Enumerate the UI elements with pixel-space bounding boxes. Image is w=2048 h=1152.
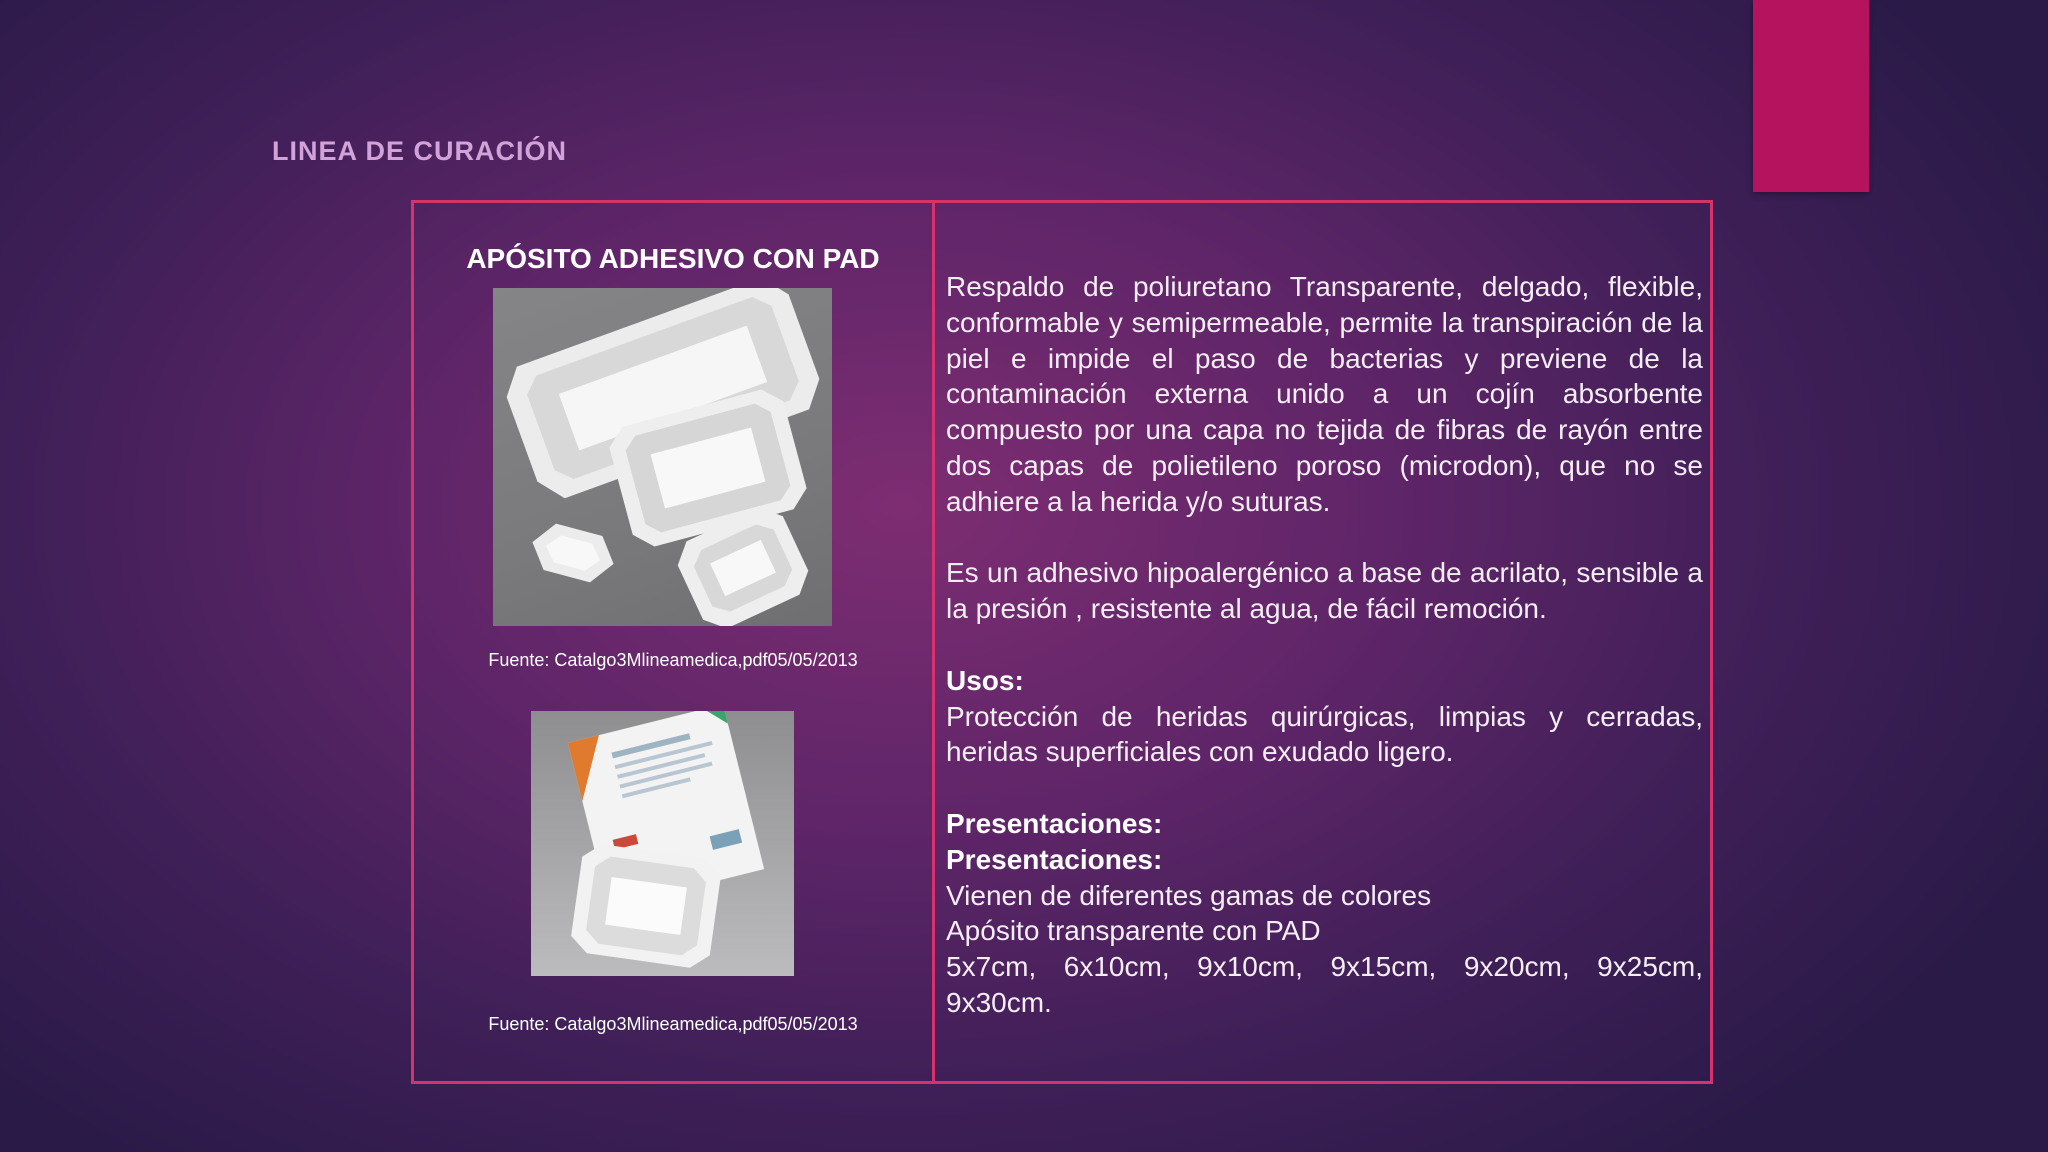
photo-caption-1: Fuente: Catalgo3Mlineamedica,pdf05/05/2013 [488,650,858,670]
description-column [946,269,1703,1021]
photo-caption-2: Fuente: Catalgo3Mlineamedica,pdf05/05/2013 [488,1014,858,1034]
column-divider [932,203,935,1081]
presentations-type: Apósito transparente con PAD [946,915,1321,947]
uses-text: Protección de heridas quirúrgicas, limpias y cerradas, heridas superficiales con exudado ligero. [946,700,1703,768]
presentations-heading-repeat: Presentaciones: [946,843,1163,875]
uses-section [946,663,1703,770]
content-table [411,200,1713,1084]
accent-bar [1753,0,1869,192]
left-column [414,203,932,1081]
presentations-section [946,806,1703,1021]
presentations-colors: Vienen de diferentes gamas de colores [946,879,1432,911]
uses-heading: Usos: [946,664,1024,696]
dressings-photo [493,288,832,626]
slide-title: LINEA DE CURACIÓN [272,136,568,166]
adhesive-description: Es un adhesivo hipoalergénico a base de acrilato, sensible a la presión , resistente al agua, de fácil remoción. [946,557,1703,625]
package-photo [531,711,794,976]
presentations-heading: Presentaciones: [946,807,1163,839]
product-description: Respaldo de poliuretano Transparente, delgado, flexible, conformable y semipermeable, permite la transpiración de la piel e impide el paso de bacterias y previene de la contaminación externa unido a un cojín absorbente compuesto por una capa no tejida de fibras de rayón entre dos capas de polietileno poroso (microdon), que no se adhiere a la herida y/o suturas. [946,271,1703,517]
presentations-sizes: 5x7cm, 6x10cm, 9x10cm, 9x15cm, 9x20cm, 9x25cm, 9x30cm. [946,951,1703,1018]
product-heading: APÓSITO ADHESIVO CON PAD [466,243,880,274]
